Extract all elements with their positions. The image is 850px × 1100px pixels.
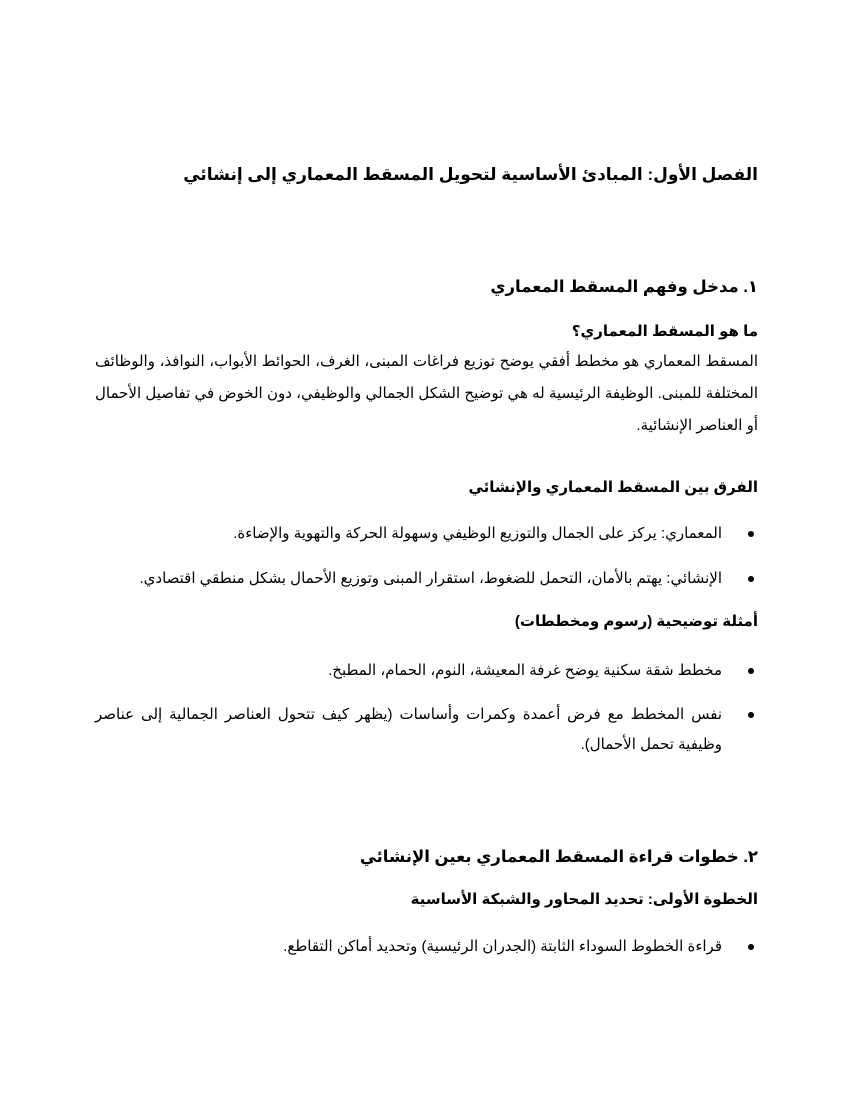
list-item [95, 700, 758, 760]
bullet-icon [748, 531, 754, 537]
list-item-text: المعماري: يركز على الجمال والتوزيع الوظيفي وسهولة الحركة والتهوية والإضاءة. [233, 525, 722, 542]
section-1-header [95, 277, 758, 297]
examples-list [95, 656, 758, 760]
examples-heading: أمثلة توضيحية (رسوم ومخططات) [514, 613, 758, 630]
list-item-text: نفس المخطط مع فرض أعمدة وكمرات وأساسات (يظهر كيف تتحول العناصر الجمالية إلى عناصر وظيفية تحمل الأحمال). [95, 706, 722, 753]
section-2-title: ٢. خطوات قراءة المسقط المعماري بعين الإنشائي [359, 848, 758, 866]
difference-list [95, 519, 758, 594]
chapter-title: الفصل الأول: المبادئ الأساسية لتحويل المسقط المعماري إلى إنشائي [183, 165, 758, 184]
document-page [95, 0, 758, 1100]
section-2-header [95, 847, 758, 867]
bullet-icon [748, 944, 754, 950]
step1-block [95, 890, 758, 962]
list-item-text: الإنشائي: يهتم بالأمان، التحمل للضغوط، استقرار المبنى وتوزيع الأحمال بشكل منطقي اقتصادي. [139, 570, 722, 587]
examples-block [95, 612, 758, 760]
list-item [95, 519, 758, 549]
difference-heading: الفرق بين المسقط المعماري والإنشائي [468, 479, 758, 496]
what-is-paragraph: المسقط المعماري هو مخطط أفقي يوضح توزيع فراغات المبنى، الغرف، الحوائط الأبواب، النوافذ، والوظائف المختلفة للمبنى. الوظيفة الرئيسية له هي توضيح الشكل الجمالي والوظيفي، دون الخوض في تفاصيل الأحمال أو العناصر الإنشائية. [95, 353, 758, 434]
difference-block [95, 478, 758, 594]
list-item [95, 564, 758, 594]
list-item [95, 656, 758, 686]
bullet-icon [748, 712, 754, 718]
step1-heading: الخطوة الأولى: تحديد المحاور والشبكة الأساسية [410, 891, 758, 908]
bullet-icon [748, 576, 754, 582]
bullet-icon [748, 668, 754, 674]
what-is-block [95, 322, 758, 442]
list-item-text: قراءة الخطوط السوداء الثابتة (الجدران الرئيسية) وتحديد أماكن التقاطع. [283, 938, 722, 955]
what-is-heading: ما هو المسقط المعماري؟ [571, 323, 758, 340]
list-item [95, 932, 758, 962]
list-item-text: مخطط شقة سكنية يوضح غرفة المعيشة، النوم، الحمام، المطبخ. [328, 662, 722, 679]
section-1-title: ١. مدخل وفهم المسقط المعماري [490, 278, 758, 296]
step1-list [95, 932, 758, 962]
